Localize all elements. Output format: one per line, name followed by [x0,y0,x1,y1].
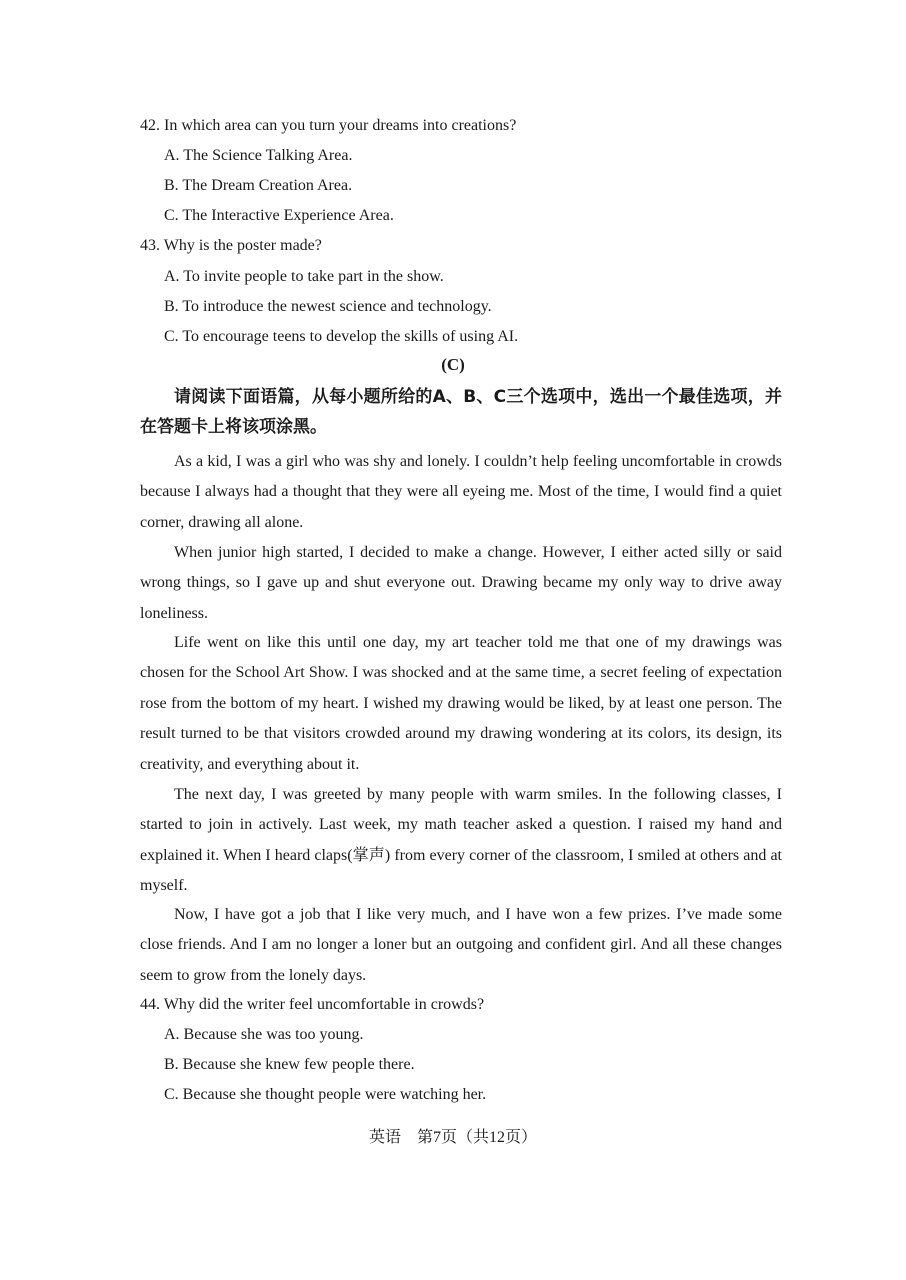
passage-paragraph-5: Now, I have got a job that I like very much, and I have won a few prizes. I’ve made some close friends. And I am no longer a loner but an outgoing and confident girl. And all these changes seem to grow from the lonely days. [140,906,782,984]
section-title: (C) [441,355,465,374]
section-instruction: 请阅读下面语篇，从每小题所给的A、B、C三个选项中，选出一个最佳选项，并在答题卡上将该项涂黑。 [140,387,782,437]
question-42-option-c: C. The Interactive Experience Area. [164,207,394,224]
question-44-option-a: A. Because she was too young. [164,1026,364,1043]
question-42-option-a: A. The Science Talking Area. [164,147,353,164]
passage-paragraph-3: Life went on like this until one day, my art teacher told me that one of my drawings was chosen for the School Art Show. I was shocked and at the same time, a secret feeling of expectation rose from the bottom of my heart. I wished my drawing would be liked, by at least one person. The result turned to be that visitors crowded around my drawing wondering at its colors, its design, its creativity, and everything about it. [140,634,782,773]
question-43-option-b: B. To introduce the newest science and technology. [164,298,492,315]
question-42-stem: 42. In which area can you turn your dreams into creations? [140,117,517,134]
page-footer: 英语 第7页（共12页） [368,1129,537,1146]
question-44-stem: 44. Why did the writer feel uncomfortable in crowds? [140,996,485,1013]
question-43-option-c: C. To encourage teens to develop the skills of using AI. [164,328,519,345]
passage-paragraph-2: When junior high started, I decided to make a change. However, I either acted silly or said wrong things, so I gave up and shut everyone out. Drawing became my only way to drive away loneliness. [140,544,782,622]
question-42-option-b: B. The Dream Creation Area. [164,177,353,194]
passage-paragraph-4: The next day, I was greeted by many people with warm smiles. In the following classes, I started to join in actively. Last week, my math teacher asked a question. I raised my hand and explained it. When I heard claps(掌声) from every corner of the classroom, I smiled at others and at myself. [140,786,782,895]
passage-paragraph-1: As a kid, I was a girl who was shy and lonely. I couldn’t help feeling uncomfortable in crowds because I always had a thought that they were all eyeing me. Most of the time, I would find a quiet corner, drawing all alone. [140,453,782,531]
question-43-option-a: A. To invite people to take part in the show. [164,268,444,285]
question-43-stem: 43. Why is the poster made? [140,237,322,254]
question-44-option-b: B. Because she knew few people there. [164,1056,415,1073]
question-44-option-c: C. Because she thought people were watching her. [164,1086,487,1103]
